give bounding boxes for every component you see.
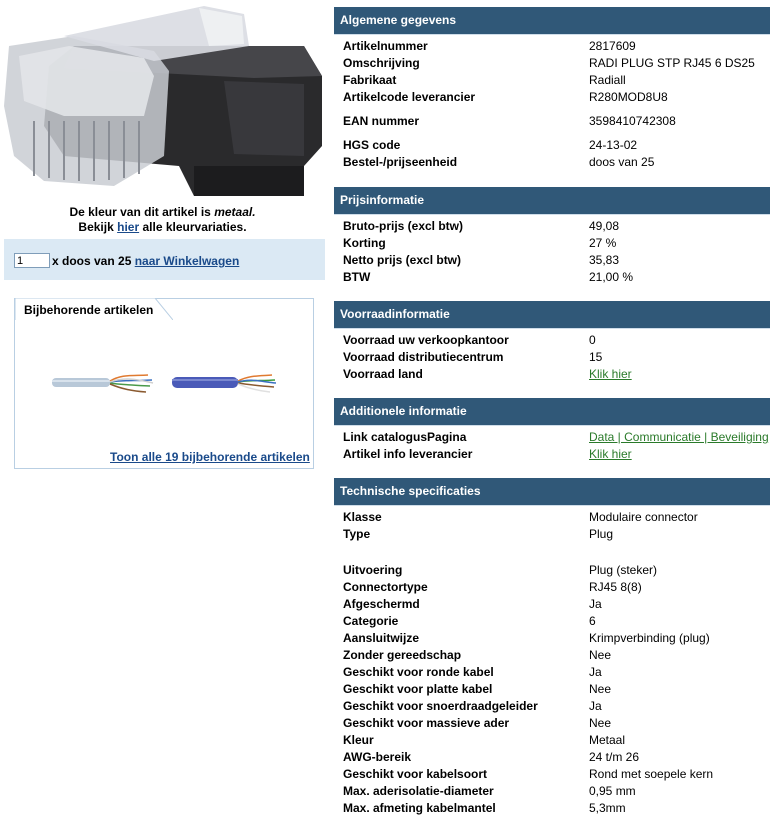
row-label: Uitvoering bbox=[343, 563, 403, 577]
table-row bbox=[334, 647, 770, 664]
table-row bbox=[334, 72, 770, 89]
row-value: Modulaire connector bbox=[589, 510, 698, 524]
row-value: 24-13-02 bbox=[589, 138, 638, 152]
row-label: Geschikt voor massieve ader bbox=[343, 716, 510, 730]
table-row bbox=[334, 252, 770, 269]
row-value: Nee bbox=[589, 682, 612, 696]
table-row bbox=[334, 596, 770, 613]
product-image-rj45-plug bbox=[4, 6, 325, 204]
section-title: Technische specificaties bbox=[334, 478, 770, 506]
row-label: Artikel info leverancier bbox=[343, 447, 473, 461]
row-label: Afgeschermd bbox=[343, 597, 420, 611]
row-value: 24 t/m 26 bbox=[589, 750, 640, 764]
row-value: Radiall bbox=[589, 73, 626, 87]
table-row bbox=[334, 800, 770, 817]
table-row bbox=[334, 698, 770, 715]
row-label: Connectortype bbox=[343, 580, 428, 594]
table-row bbox=[334, 783, 770, 800]
row-value: 3598410742308 bbox=[589, 114, 676, 128]
show-all-related-link[interactable]: Toon alle 19 bijbehorende artikelen bbox=[110, 450, 310, 464]
table-row bbox=[334, 55, 770, 72]
table-row bbox=[334, 349, 770, 366]
row-label: Aansluitwijze bbox=[343, 631, 420, 645]
table-row bbox=[334, 681, 770, 698]
row-value: 5,3mm bbox=[589, 801, 626, 815]
table-row bbox=[334, 429, 770, 446]
section-prijsinformatie bbox=[334, 187, 770, 286]
right-column bbox=[334, 0, 770, 824]
row-label: Zonder gereedschap bbox=[343, 648, 462, 662]
row-label: Geschikt voor platte kabel bbox=[343, 682, 493, 696]
order-unit-text: x doos van 25 bbox=[52, 254, 132, 268]
table-row bbox=[334, 732, 770, 749]
row-label: Geschikt voor kabelsoort bbox=[343, 767, 488, 781]
row-label: Max. aderisolatie-diameter bbox=[343, 784, 494, 798]
section-title: Additionele informatie bbox=[334, 398, 770, 426]
table-row bbox=[334, 89, 770, 106]
row-label: Voorraad uw verkoopkantoor bbox=[343, 333, 509, 347]
row-value: 49,08 bbox=[589, 219, 620, 233]
row-value: Plug (steker) bbox=[589, 563, 658, 577]
quantity-input[interactable] bbox=[14, 253, 50, 268]
row-label: Type bbox=[343, 527, 371, 541]
row-label: Klasse bbox=[343, 510, 382, 524]
row-label: Link catalogusPagina bbox=[343, 430, 467, 444]
row-value: Ja bbox=[589, 699, 602, 713]
table-row bbox=[334, 218, 770, 235]
row-value: Ja bbox=[589, 665, 602, 679]
row-value: RJ45 8(8) bbox=[589, 580, 642, 594]
caption-line2-prefix: Bekijk bbox=[78, 220, 114, 234]
row-label: Omschrijving bbox=[343, 56, 420, 70]
related-cable-image-1[interactable] bbox=[52, 372, 154, 394]
catalog-page-link[interactable]: Data | Communicatie | Beveiliging bbox=[589, 430, 769, 444]
row-label: Bruto-prijs (excl btw) bbox=[343, 219, 464, 233]
row-label: Bestel-/prijseenheid bbox=[343, 155, 458, 169]
row-value: doos van 25 bbox=[589, 155, 655, 169]
table-row bbox=[334, 446, 770, 463]
row-value: R280MOD8U8 bbox=[589, 90, 668, 104]
table-row bbox=[334, 526, 770, 543]
table-row bbox=[334, 332, 770, 349]
row-value: Krimpverbinding (plug) bbox=[589, 631, 710, 645]
row-label: HGS code bbox=[343, 138, 401, 152]
row-value: 0 bbox=[589, 333, 596, 347]
table-row bbox=[334, 509, 770, 526]
table-row bbox=[334, 766, 770, 783]
row-label: Netto prijs (excl btw) bbox=[343, 253, 462, 267]
caption-line2-suffix: alle kleurvariaties. bbox=[142, 220, 247, 234]
caption-color: metaal. bbox=[214, 205, 256, 219]
row-value: 21,00 % bbox=[589, 270, 634, 284]
row-label: Kleur bbox=[343, 733, 374, 747]
row-label: Categorie bbox=[343, 614, 399, 628]
left-column bbox=[0, 0, 325, 824]
row-value: 35,83 bbox=[589, 253, 620, 267]
row-value: Metaal bbox=[589, 733, 626, 747]
row-value: RADI PLUG STP RJ45 6 DS25 bbox=[589, 56, 755, 70]
table-row bbox=[334, 579, 770, 596]
row-label: Geschikt voor snoerdraadgeleider bbox=[343, 699, 538, 713]
row-value: Ja bbox=[589, 597, 602, 611]
table-row bbox=[334, 154, 770, 171]
row-label: BTW bbox=[343, 270, 371, 284]
row-label: Korting bbox=[343, 236, 386, 250]
table-row bbox=[334, 269, 770, 286]
table-row bbox=[334, 664, 770, 681]
section-title: Prijsinformatie bbox=[334, 187, 770, 215]
table-row bbox=[334, 113, 770, 130]
row-value: Nee bbox=[589, 716, 612, 730]
row-label: AWG-bereik bbox=[343, 750, 412, 764]
row-label: Voorraad land bbox=[343, 367, 423, 381]
caption-prefix: De kleur van dit artikel is bbox=[69, 205, 211, 219]
row-value: Rond met soepele kern bbox=[589, 767, 714, 781]
related-cable-image-2[interactable] bbox=[172, 372, 276, 394]
stock-country-link[interactable]: Klik hier bbox=[589, 367, 632, 381]
row-value: 0,95 mm bbox=[589, 784, 636, 798]
row-label: Artikelcode leverancier bbox=[343, 90, 476, 104]
row-label: EAN nummer bbox=[343, 114, 420, 128]
related-articles-title: Bijbehorende artikelen bbox=[24, 303, 154, 317]
table-row bbox=[334, 137, 770, 154]
row-label: Voorraad distributiecentrum bbox=[343, 350, 504, 364]
section-title: Algemene gegevens bbox=[334, 7, 770, 35]
table-row bbox=[334, 613, 770, 630]
color-variations-link[interactable]: hier bbox=[117, 220, 140, 234]
row-value: 15 bbox=[589, 350, 603, 364]
table-row bbox=[334, 715, 770, 732]
table-row bbox=[334, 630, 770, 647]
section-algemene-gegevens bbox=[334, 7, 770, 171]
add-to-cart-link[interactable]: naar Winkelwagen bbox=[134, 254, 240, 268]
table-row bbox=[334, 749, 770, 766]
row-value: 6 bbox=[589, 614, 596, 628]
order-text bbox=[52, 254, 239, 268]
table-row bbox=[334, 366, 770, 383]
row-value: Plug bbox=[589, 527, 614, 541]
section-additionele-informatie bbox=[334, 398, 770, 463]
supplier-info-link[interactable]: Klik hier bbox=[589, 447, 632, 461]
color-caption bbox=[0, 205, 325, 235]
table-row bbox=[334, 235, 770, 252]
row-value: Nee bbox=[589, 648, 612, 662]
row-value: 27 % bbox=[589, 236, 617, 250]
section-technische-specificaties bbox=[334, 478, 770, 817]
order-bar bbox=[4, 239, 325, 280]
row-label: Geschikt voor ronde kabel bbox=[343, 665, 494, 679]
table-row bbox=[334, 38, 770, 55]
table-row bbox=[334, 562, 770, 579]
section-title: Voorraadinformatie bbox=[334, 301, 770, 329]
row-label: Max. afmeting kabelmantel bbox=[343, 801, 496, 815]
row-label: Fabrikaat bbox=[343, 73, 397, 87]
row-value: 2817609 bbox=[589, 39, 636, 53]
row-label: Artikelnummer bbox=[343, 39, 428, 53]
section-voorraadinformatie bbox=[334, 301, 770, 383]
